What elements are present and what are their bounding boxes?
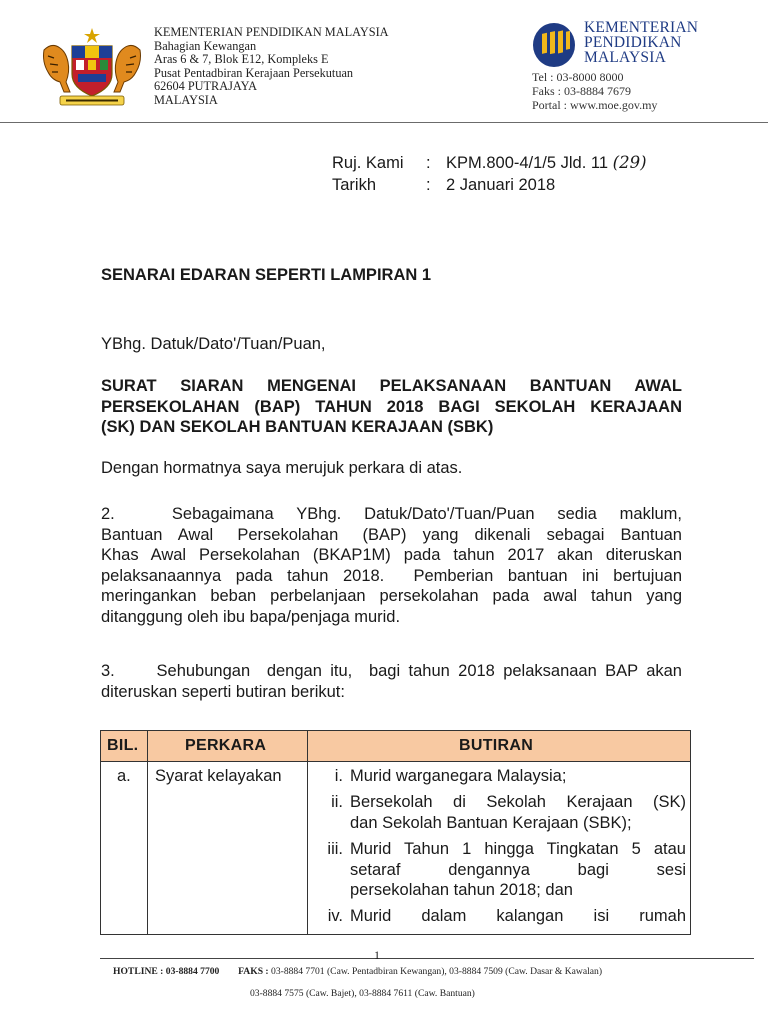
subject-line: SURAT SIARAN MENGENAI PELAKSANAAN BANTUAN AWAL [101,377,682,395]
fax: Faks : 03-8884 7679 [532,84,631,98]
paragraph-3 [101,661,682,702]
moe-logo-icon [532,22,576,68]
list-item-line: dan Sekolah Bantuan Kerajaan (SBK); [350,813,632,832]
moe-logo-text [584,20,698,65]
address-postcode: 62604 PUTRAJAYA [154,79,258,94]
footer-divider [100,958,754,959]
row-perkara: Syarat kelayakan [155,767,282,785]
paragraph-line: pelaksanaannya pada tahun 2018. Pemberian bantuan ini bertujuan [101,566,682,585]
letterhead [0,0,768,124]
footer-hotline: HOTLINE : 03-8884 7700 [113,966,220,977]
subject [101,376,682,438]
paragraph-line: meringankan beban perbelanjaan persekolahan pada awal tahun yang [101,587,682,606]
page-number: 1 [374,948,380,962]
address-country: MALAYSIA [154,92,218,107]
telephone: Tel : 03-8000 8000 [532,70,624,84]
malaysia-coat-of-arms-icon [38,26,146,108]
footer-fax-numbers-2: 03-8884 7575 (Caw. Bajet), 03-8884 7611 (Caw. Bantuan) [250,988,475,999]
ministry-name: KEMENTERIAN PENDIDIKAN MALAYSIA [154,25,389,39]
paragraph-line: 2. Sebagaimana YBhg. Datuk/Dato'/Tuan/Puan sedia maklum, [101,505,682,523]
ref-number [446,153,647,173]
paragraph-line: 3. Sehubungan dengan itu, bagi tahun 2018 pelaksanaan BAP akan [101,662,682,680]
column-divider [147,731,148,934]
letterhead-contact [532,70,657,112]
address-line: Pusat Pentadbiran Kerajaan Persekutuan [154,65,354,80]
logo-text-line: KEMENTERIAN [584,19,699,36]
butiran-list [313,766,687,932]
column-divider [307,731,308,934]
footer-fax-numbers: 03-8884 7701 (Caw. Pentadbiran Kewangan), 03-8884 7509 (Caw. Dasar & Kawalan) [271,966,603,977]
footer-fax-label: FAKS : [238,966,269,977]
column-header-butiran: BUTIRAN [459,737,534,754]
opening-sentence: Dengan hormatnya saya merujuk perkara di atas. [101,459,463,477]
list-item-line: Murid Tahun 1 hingga Tingkatan 5 atau [350,840,686,858]
recipient-heading: SENARAI EDARAN SEPERTI LAMPIRAN 1 [101,266,432,284]
paragraph-line: Khas Awal Persekolahan (BKAP1M) pada tahun 2017 akan diteruskan [101,546,682,565]
list-item-number: ii. [331,793,343,811]
list-item-number: iii. [327,840,343,858]
salutation: YBhg. Datuk/Dato'/Tuan/Puan, [101,335,326,353]
column-header-bil: BIL. [107,737,139,754]
list-item-number: iv. [327,907,343,925]
letterhead-address [154,26,389,108]
row-bil: a. [117,767,131,785]
ref-label: Ruj. Kami [332,154,404,172]
address-line: Aras 6 & 7, Blok E12, Kompleks E [154,52,329,67]
list-item-line: setaraf dengannya bagi sesi [350,860,686,879]
paragraph-line: diteruskan seperti butiran berikut: [101,682,345,701]
paragraph-2 [101,504,682,628]
date-label: Tarikh [332,176,377,194]
subject-line: PERSEKOLAHAN (BAP) TAHUN 2018 BAGI SEKOLAH KERAJAAN [101,397,682,416]
list-item-line: persekolahan tahun 2018; dan [350,881,573,900]
date-separator: : [426,176,431,194]
logo-text-line: PENDIDIKAN [584,34,682,51]
portal: Portal : www.moe.gov.my [532,98,658,112]
list-item-line: Bersekolah di Sekolah Kerajaan (SK) [350,793,686,811]
column-header-perkara: PERKARA [185,737,267,754]
division-name: Bahagian Kewangan [154,38,257,53]
subject-line: (SK) DAN SEKOLAH BANTUAN KERAJAAN (SBK) [101,418,494,437]
list-item-number: i. [334,767,343,785]
paragraph-line: Bantuan Awal Persekolahan (BAP) yang dikenali sebagai Bantuan [101,525,682,544]
list-item-line: Murid warganegara Malaysia; [350,767,567,785]
ref-number-value: KPM.800-4/1/5 Jld. 11 [446,154,609,172]
letterhead-divider [0,122,768,123]
ref-handwritten-number: (29) [612,153,647,172]
logo-text-line: MALAYSIA [584,49,666,66]
paragraph-line: ditanggung oleh ibu bapa/penjaga murid. [101,607,401,626]
footer-line-1 [113,966,602,978]
date-value: 2 Januari 2018 [446,176,556,194]
ref-separator: : [426,154,431,172]
details-table [100,730,691,935]
list-item-line: Murid dalam kalangan isi rumah [350,907,686,925]
